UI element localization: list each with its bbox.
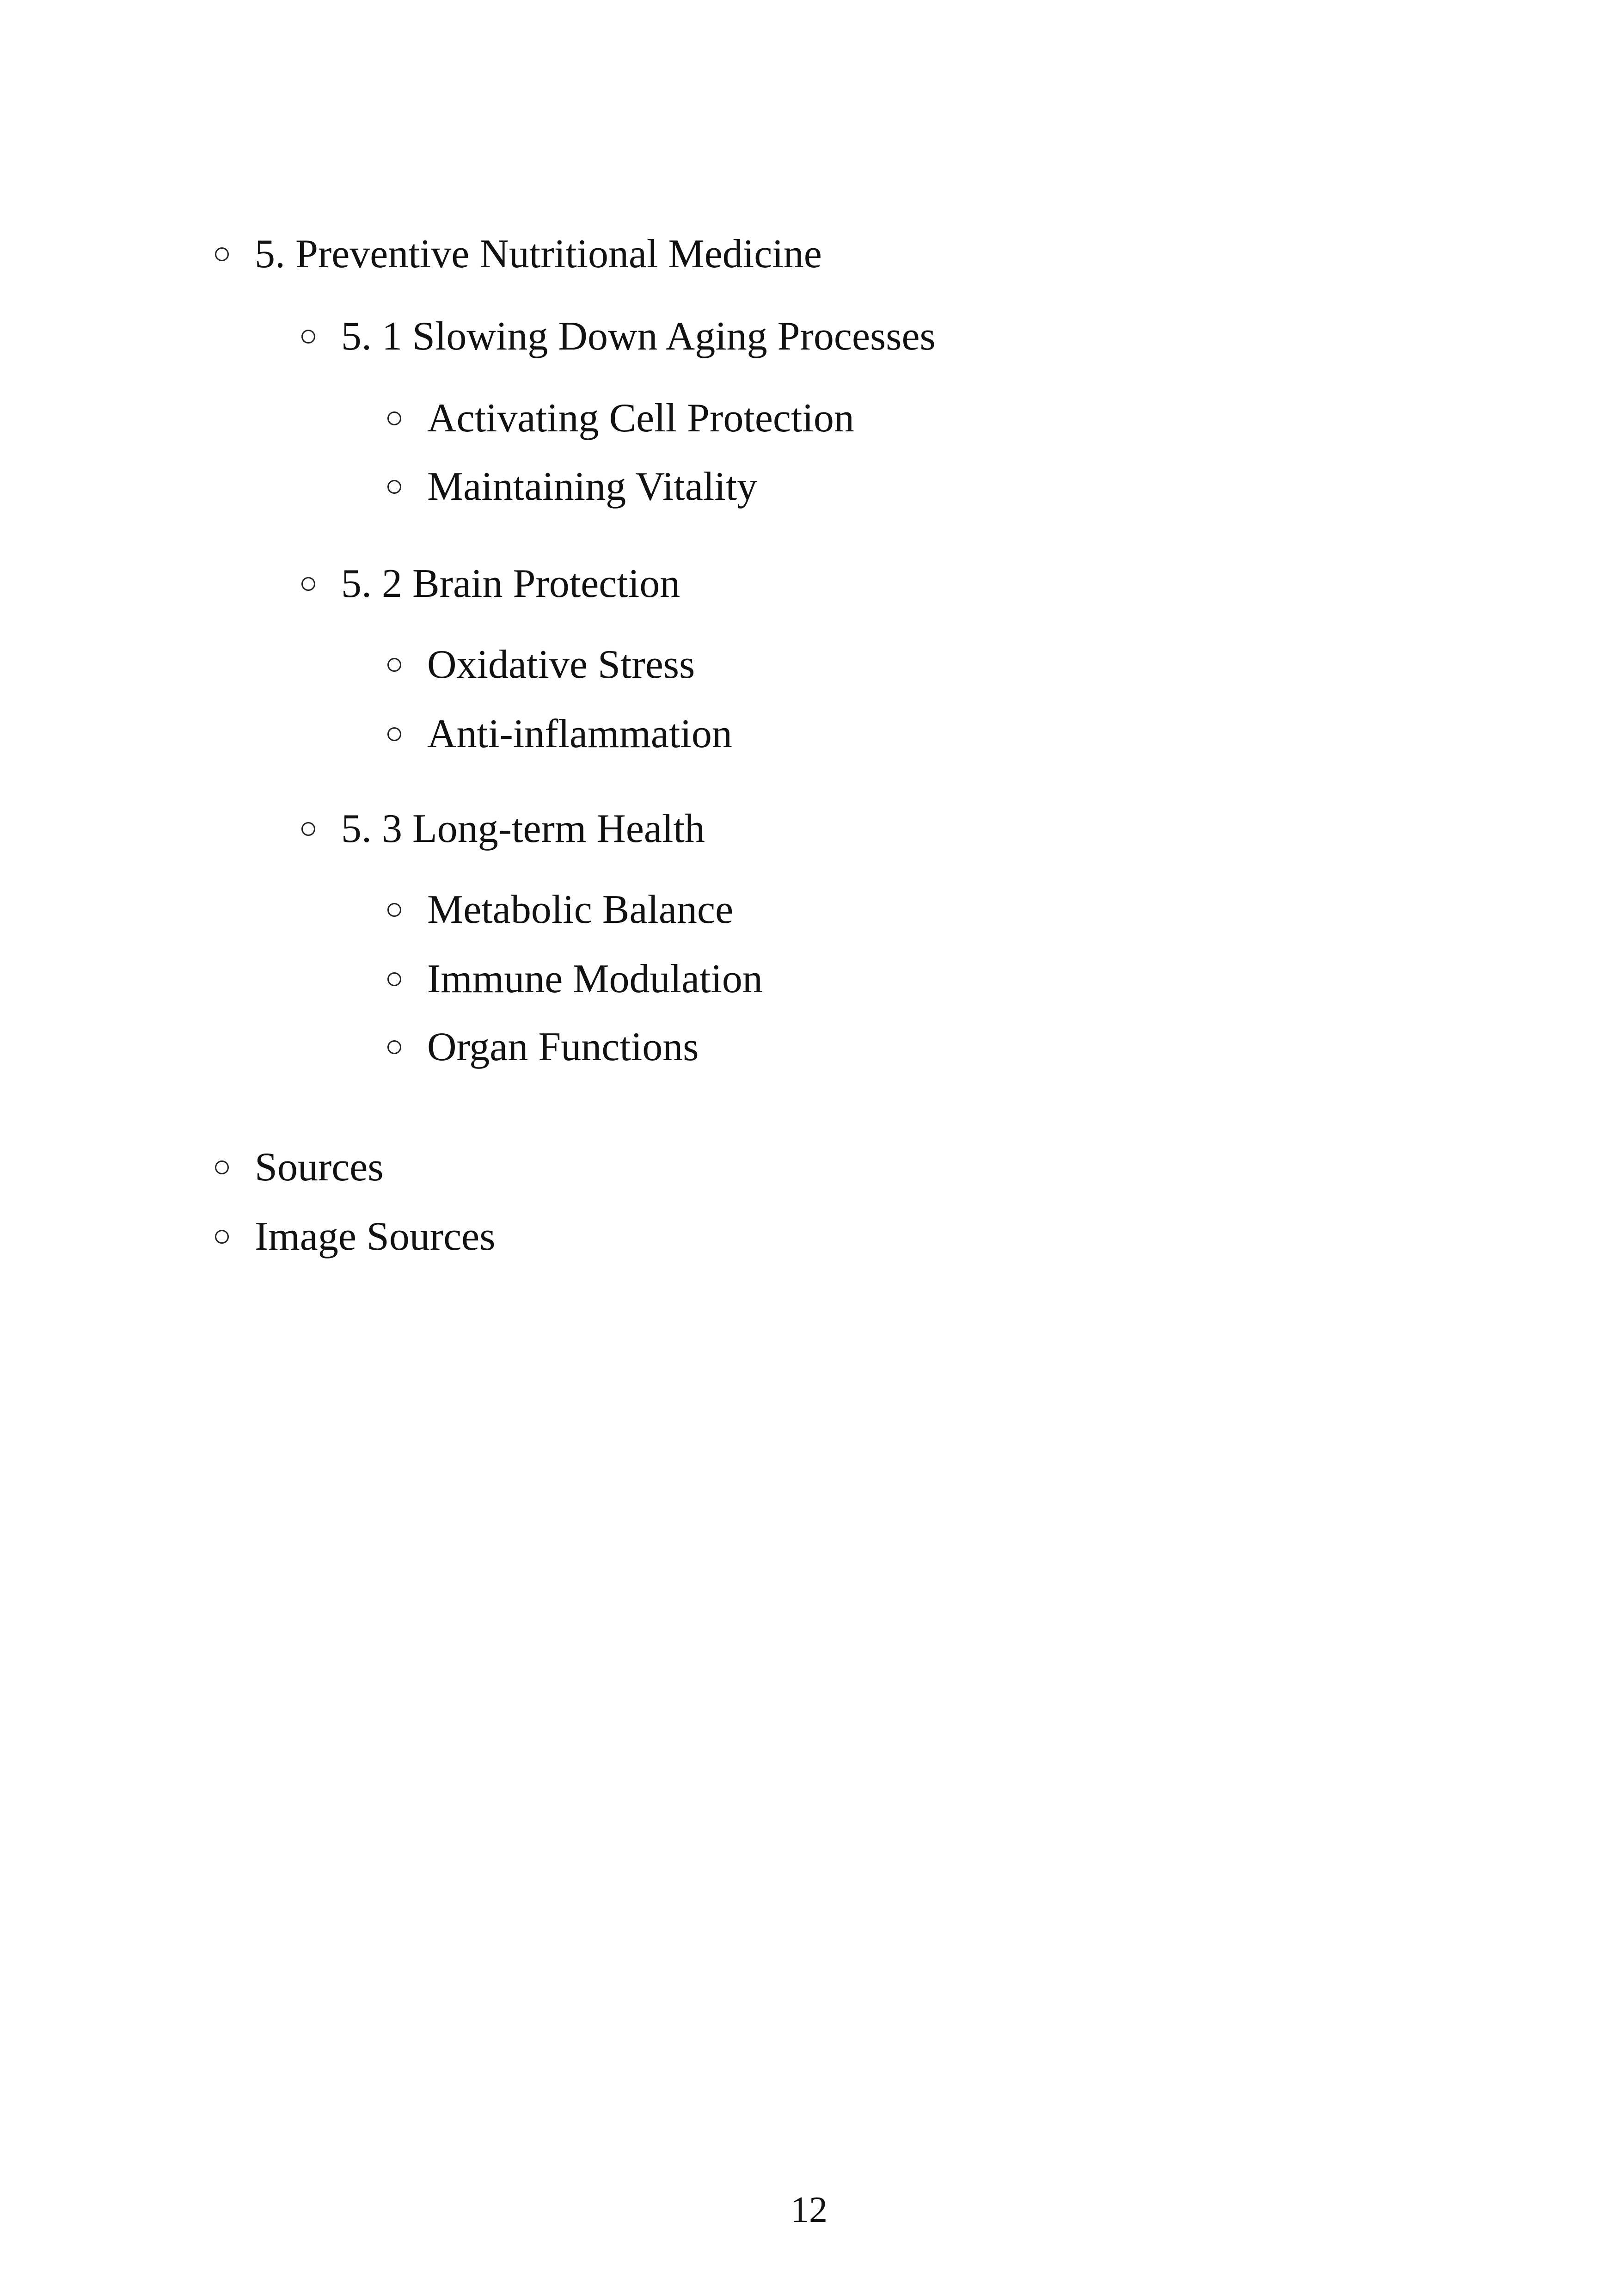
toc-entry-activating-cell-protection[interactable] [387, 391, 854, 446]
toc-entry-label: Activating Cell Protection [427, 396, 854, 441]
toc-entry-label: Oxidative Stress [427, 642, 695, 687]
toc-entry-label: 5. 3 Long-term Health [341, 806, 705, 851]
toc-entry-label: 5. Preventive Nutritional Medicine [255, 232, 822, 276]
circle-bullet-icon [387, 480, 401, 494]
circle-bullet-icon [215, 1230, 229, 1244]
toc-entry-section-5[interactable] [215, 227, 822, 282]
circle-bullet-icon [387, 411, 401, 425]
circle-bullet-icon [387, 658, 401, 672]
toc-entry-label: Image Sources [255, 1214, 496, 1259]
toc-entry-section-5-3[interactable] [301, 801, 705, 857]
toc-entry-immune-modulation[interactable] [387, 952, 763, 1007]
circle-bullet-icon [215, 247, 229, 261]
circle-bullet-icon [387, 1040, 401, 1054]
circle-bullet-icon [301, 577, 315, 591]
toc-entry-oxidative-stress[interactable] [387, 637, 695, 693]
toc-entry-maintaining-vitality[interactable] [387, 459, 757, 515]
toc-entry-organ-functions[interactable] [387, 1019, 699, 1075]
page-number: 12 [791, 2190, 827, 2230]
toc-entry-sources[interactable] [215, 1140, 384, 1195]
toc-entry-label: Metabolic Balance [427, 887, 734, 932]
toc-entry-label: Organ Functions [427, 1025, 699, 1069]
toc-entry-image-sources[interactable] [215, 1209, 495, 1265]
toc-entry-label: 5. 2 Brain Protection [341, 561, 680, 606]
toc-entry-label: Sources [255, 1145, 384, 1190]
toc-entry-label: Maintaining Vitality [427, 464, 758, 509]
circle-bullet-icon [387, 727, 401, 741]
circle-bullet-icon [387, 903, 401, 917]
toc-entry-label: Anti-inflammation [427, 712, 732, 756]
circle-bullet-icon [215, 1160, 229, 1174]
toc-entry-label: Immune Modulation [427, 957, 763, 1001]
toc-entry-section-5-2[interactable] [301, 556, 680, 612]
toc-entry-anti-inflammation[interactable] [387, 706, 732, 762]
toc-entry-section-5-1[interactable] [301, 309, 936, 364]
circle-bullet-icon [301, 822, 315, 836]
toc-entry-label: 5. 1 Slowing Down Aging Processes [341, 314, 936, 359]
circle-bullet-icon [387, 972, 401, 986]
circle-bullet-icon [301, 330, 315, 344]
toc-entry-metabolic-balance[interactable] [387, 882, 733, 938]
